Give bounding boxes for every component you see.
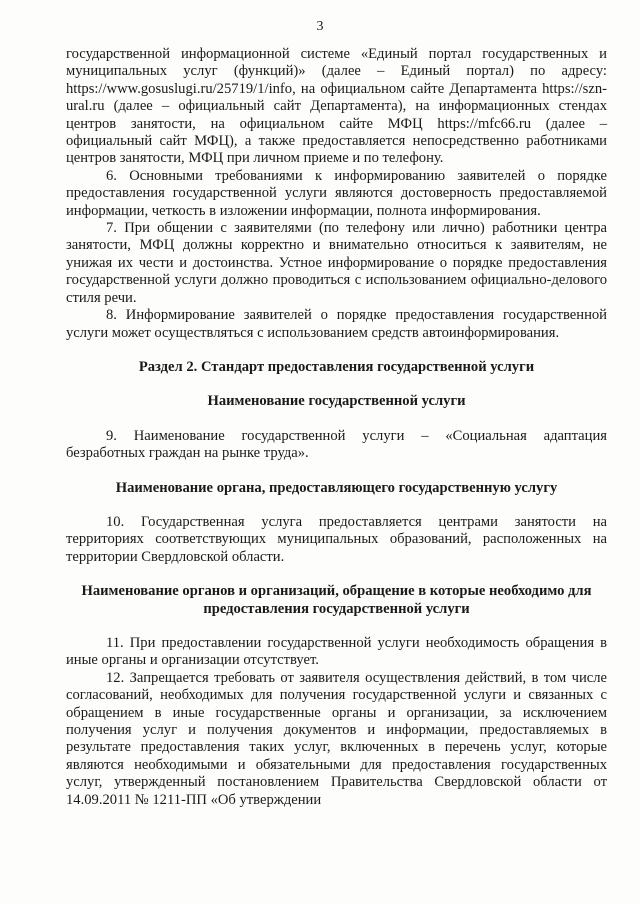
page-number: 3 [316,19,324,34]
subheading-organizations: Наименование органов и организаций, обращение в которые необходимо для предоставления государственной услуги [81,583,592,617]
paragraph-7: 7. При общении с заявителями (по телефону или лично) работники центра занятости, МФЦ должны корректно и внимательно относиться к заявителям, не унижая их чести и достоинства. Устное информирование о порядке предоставления государственной услуги должно проводиться с использованием официально-делового стиля речи. [66,220,607,306]
section-heading: Раздел 2. Стандарт предоставления государственной услуги [138,358,535,375]
document-body [66,46,607,809]
paragraph-portal-info: государственной информационной системе «Единый портал государственных и муниципальных услуг (функций)» (далее – Единый портал) по адресу: https://www.gosuslugi.ru/25719/1/info, на официальном сайте Департамента https://szn-ural.ru (далее – официальный сайт Департамента), на информационных стендах центров занятости, на официальном сайте МФЦ https://mfc66.ru (далее – официальный сайт МФЦ), а также предоставляется непосредственно работниками центров занятости, МФЦ при личном приеме и по телефону. [66,46,607,167]
subheading-authority: Наименование органа, предоставляющего государственную услугу [115,479,558,496]
paragraph-12: 12. Запрещается требовать от заявителя осуществления действий, в том числе согласований, необходимых для получения государственной услуги и связанных с обращением в иные государственные органы и организации, за исключением получения услуг и получения документов и информации, предоставляемых в результате предоставления таких услуг, включенных в перечень услуг, которые являются необходимыми и обязательными для предоставления государственных услуг, утвержденный постановлением Правительства Свердловской области от 14.09.2011 № 1211-ПП «Об утверждении [66,669,607,808]
paragraph-8: 8. Информирование заявителей о порядке предоставления государственной услуги может осуществляться с использованием средств автоинформирования. [66,307,607,341]
paragraph-6: 6. Основными требованиями к информированию заявителей о порядке предоставления государственной услуги являются достоверность предоставляемой информации, четкость в изложении информации, полнота информирования. [66,167,607,219]
paragraph-10: 10. Государственная услуга предоставляется центрами занятости на территориях соответствующих муниципальных образований, расположенных на территории Свердловской области. [66,513,607,565]
paragraph-9: 9. Наименование государственной услуги – «Социальная адаптация безработных граждан на рынке труда». [66,427,607,462]
paragraph-11: 11. При предоставлении государственной услуги необходимость обращения в иные органы и организации отсутствует. [66,634,607,669]
subheading-service-name: Наименование государственной услуги [207,393,466,410]
